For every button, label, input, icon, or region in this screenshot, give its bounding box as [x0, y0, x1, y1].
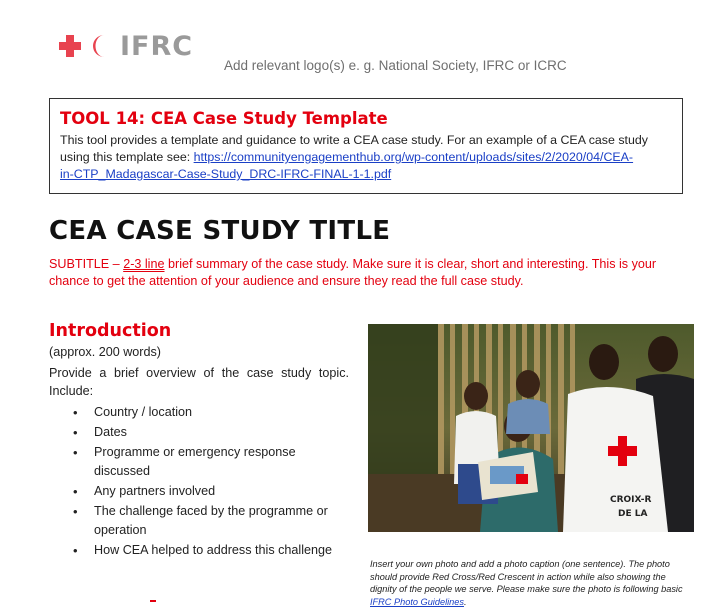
subtitle [49, 256, 699, 290]
caption-text: Insert your own photo and add a photo caption (one sentence). The photo should provide Red Cross/Red Crescent in action while also showing the dignity of the people we serve. Please make sure the photo is following basic [370, 559, 683, 594]
tool-desc-line2: using this template see: [60, 150, 194, 164]
tool-description [60, 132, 672, 183]
tool-desc-line1: This tool provides a template and guidance to write a CEA case study. For an example of a CEA case study [60, 133, 648, 147]
logo-text: IFRC [120, 30, 194, 62]
logo-instruction: Add relevant logo(s) e. g. National Society, IFRC or ICRC [224, 58, 567, 73]
list-item: • Programme or emergency response discussed [73, 443, 343, 481]
case-study-photo [368, 324, 694, 532]
list-item: • Dates [73, 423, 343, 442]
photo-illustration [368, 324, 694, 532]
case-study-title: CEA CASE STUDY TITLE [49, 216, 391, 246]
list-item: • How CEA helped to address this challenge [73, 541, 343, 560]
photo-caption [370, 558, 690, 608]
link-part-2: in-CTP_Madagascar-Case-Study_DRC-IFRC-FINAL-1-1.pdf [60, 167, 392, 181]
red-cross-crescent-icon [56, 32, 114, 60]
vest-text-2: DE LA [618, 509, 648, 519]
link-part-1: https://communityengagementhub.org/wp-content/uploads/sites/2/2020/04/CEA- [193, 150, 634, 164]
ifrc-logo [56, 30, 193, 62]
subtitle-prefix: SUBTITLE – [49, 257, 124, 271]
list-item: • Country / location [73, 403, 343, 422]
divider-fragment [150, 600, 156, 602]
subtitle-rest: brief summary of the case study. Make sure it is clear, short and interesting. This is your chance to get the attention of your audience and ensure they read the full case study. [49, 257, 657, 288]
tool-title: TOOL 14: CEA Case Study Template [60, 109, 388, 128]
introduction-heading: Introduction [49, 321, 172, 341]
introduction-body: Provide a brief overview of the case study topic. Include: [49, 366, 349, 398]
caption-end: . [463, 596, 467, 607]
photo-guidelines-link[interactable]: IFRC Photo Guidelines [370, 596, 464, 607]
tool-info-box [49, 98, 683, 194]
introduction-bullets [73, 403, 343, 561]
list-item: • Any partners involved [73, 482, 343, 501]
subtitle-underlined: 2-3 line [123, 257, 165, 271]
list-item: • The challenge faced by the programme or operation [73, 502, 343, 540]
word-count-hint: (approx. 200 words) [49, 345, 161, 359]
vest-text-1: CROIX-R [610, 495, 652, 505]
